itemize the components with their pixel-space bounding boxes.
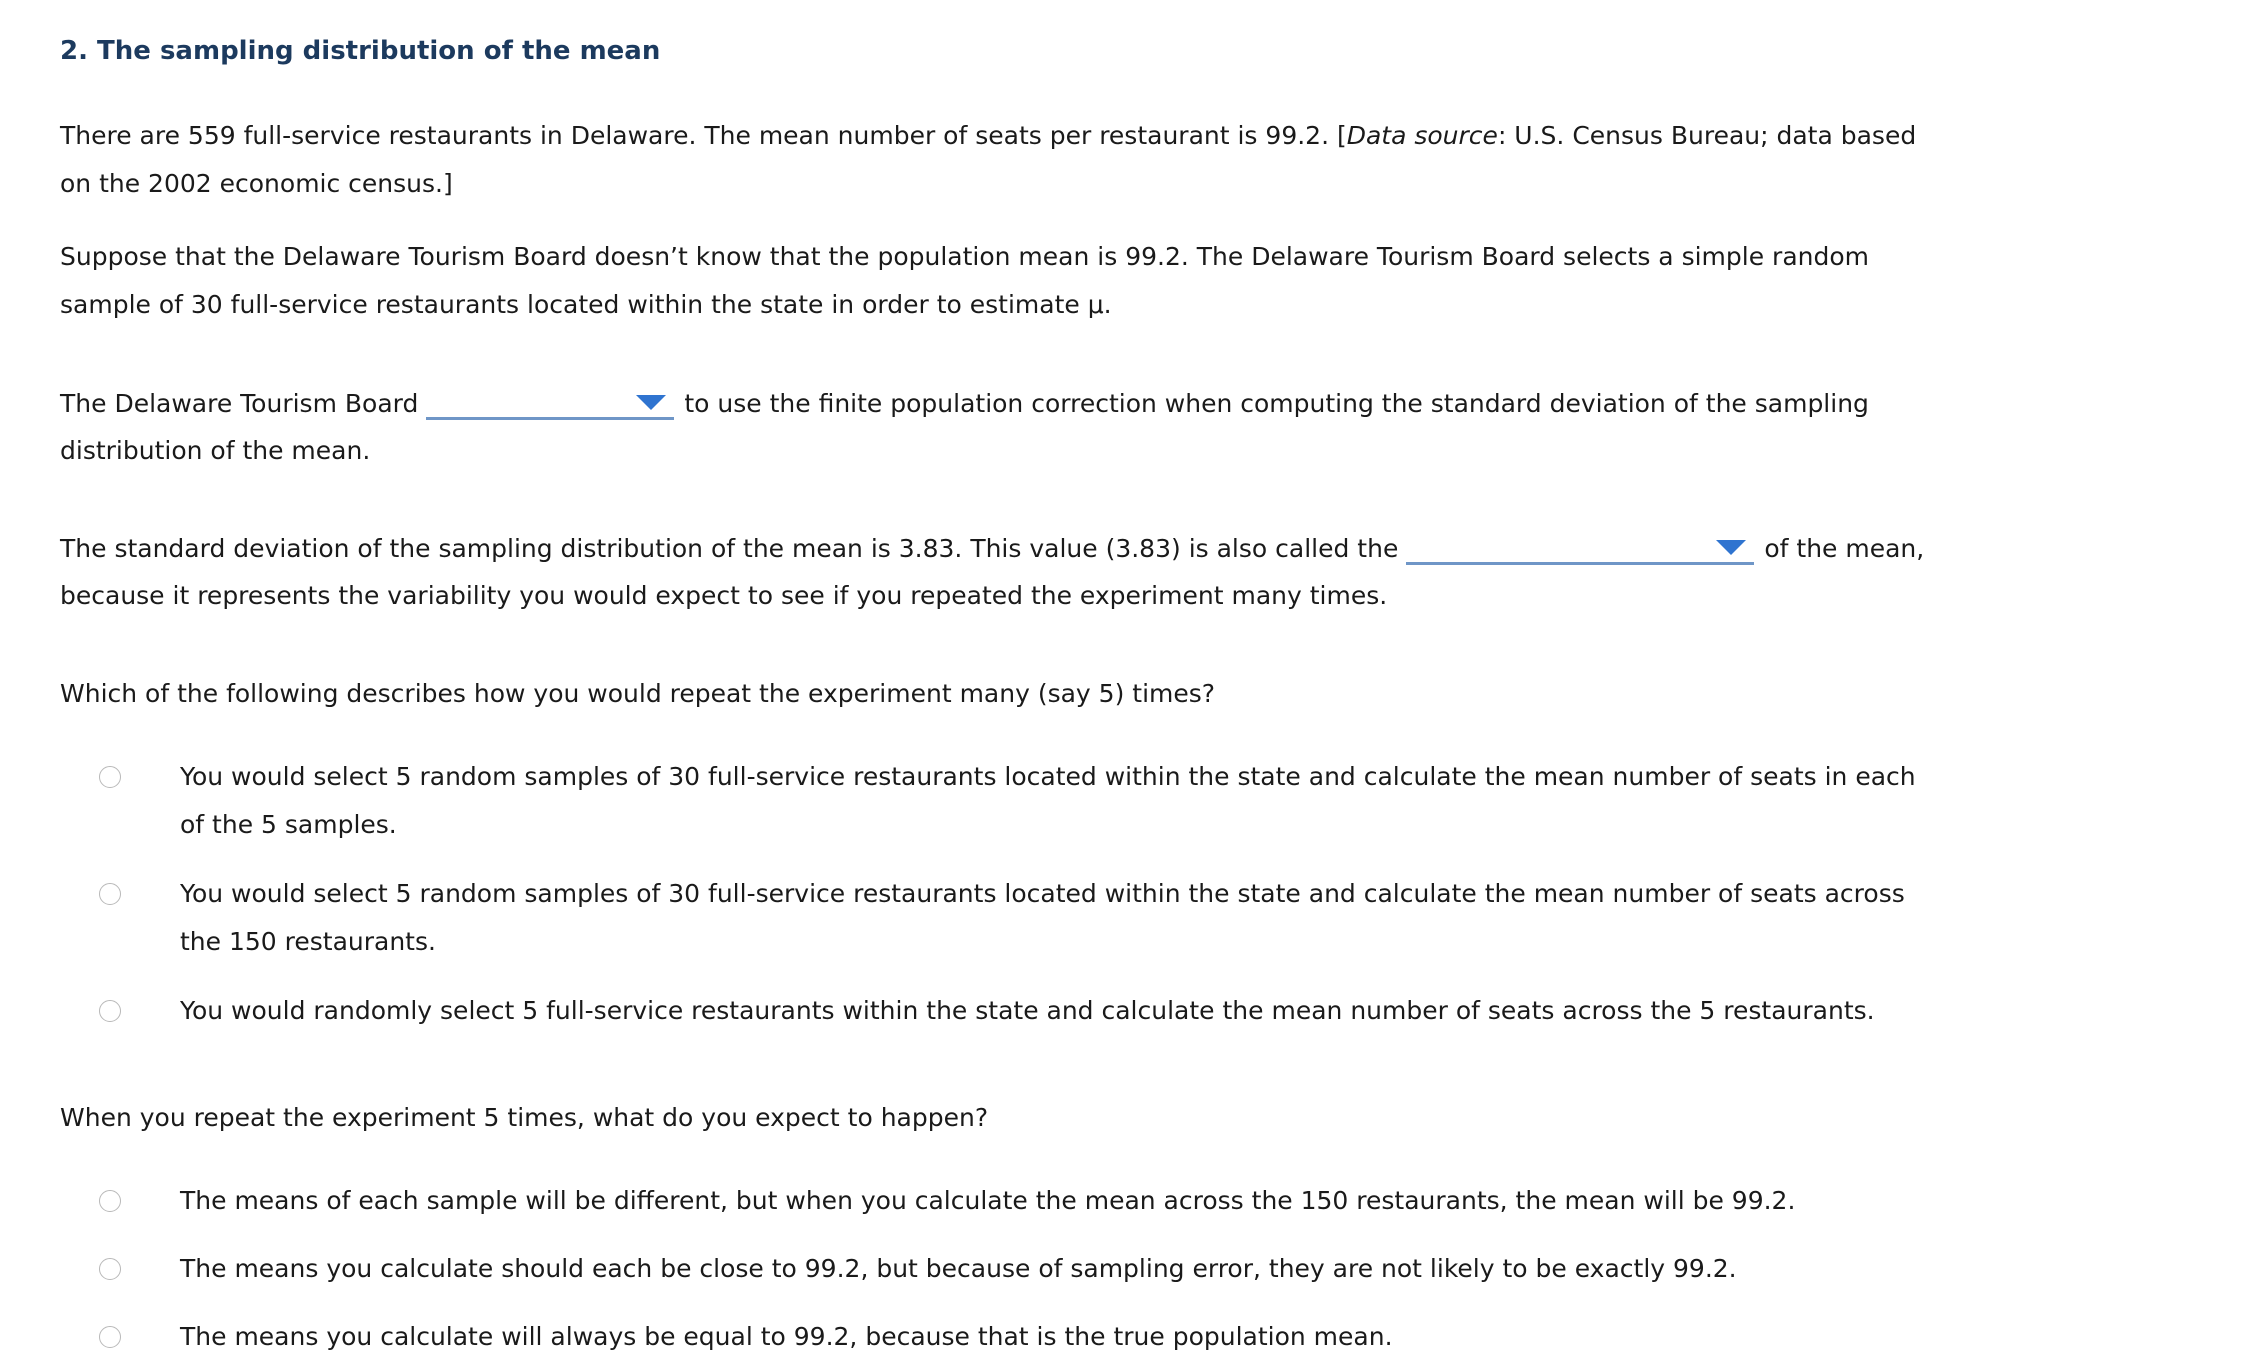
stderr-dropdown[interactable] xyxy=(1406,532,1754,565)
expect-option-1[interactable] xyxy=(140,1177,1795,1225)
expect-question-prompt xyxy=(60,1094,988,1142)
option-line-2: the 150 restaurants. xyxy=(180,927,436,956)
option-line-1: You would select 5 random samples of 30 full-service restaurants located within the state and calculate the mean number of seats across xyxy=(180,879,1905,908)
expect-option-3[interactable] xyxy=(140,1313,1393,1361)
supposition-line-2: sample of 30 full-service restaurants located within the state in order to estimate μ. xyxy=(60,290,1112,319)
option-line-1: You would select 5 random samples of 30 full-service restaurants located within the state and calculate the mean number of seats in each xyxy=(180,762,1916,791)
supposition-line-1: Suppose that the Delaware Tourism Board doesn’t know that the population mean is 99.2. The Delaware Tourism Board selects a simple random xyxy=(60,242,1869,271)
option-text xyxy=(140,1245,1737,1293)
intro-data-source: Data source xyxy=(1346,121,1498,150)
option-line-1: The means you calculate should each be close to 99.2, but because of sampling error, they are not likely to be exactly 99.2. xyxy=(180,1254,1737,1283)
repeat-option-1[interactable] xyxy=(140,753,1916,849)
intro-line-2: on the 2002 economic census.] xyxy=(60,169,453,198)
fpc-text-before: The Delaware Tourism Board xyxy=(60,389,419,418)
radio-button[interactable] xyxy=(99,1258,121,1280)
stderr-line-2: because it represents the variability you would expect to see if you repeated the experiment many times. xyxy=(60,581,1388,610)
stderr-text-before: The standard deviation of the sampling distribution of the mean is 3.83. This value (3.83) is also called the xyxy=(60,534,1399,563)
radio-button[interactable] xyxy=(99,766,121,788)
stderr-line-1 xyxy=(60,524,1924,572)
option-text xyxy=(140,753,1916,849)
expect-option-2[interactable] xyxy=(140,1245,1737,1293)
question-title: 2. The sampling distribution of the mean xyxy=(60,36,661,66)
option-text xyxy=(140,1313,1393,1361)
stderr-paragraph xyxy=(60,524,1924,620)
intro-line-1 xyxy=(60,112,1916,160)
chevron-down-icon xyxy=(636,395,666,410)
fpc-dropdown[interactable] xyxy=(426,387,674,420)
option-line-1: The means you calculate will always be equal to 99.2, because that is the true population mean. xyxy=(180,1322,1393,1351)
option-line-1: The means of each sample will be different, but when you calculate the mean across the 150 restaurants, the mean will be 99.2. xyxy=(180,1186,1796,1215)
radio-button[interactable] xyxy=(99,883,121,905)
repeat-option-3[interactable] xyxy=(140,987,1875,1035)
radio-button[interactable] xyxy=(99,1000,121,1022)
intro-text-b: : U.S. Census Bureau; data based xyxy=(1497,121,1917,150)
expect-prompt-text: When you repeat the experiment 5 times, what do you expect to happen? xyxy=(60,1103,989,1132)
intro-text-a: There are 559 full-service restaurants in Delaware. The mean number of seats per restaurant is 99.2. [ xyxy=(60,121,1347,150)
option-line-2: of the 5 samples. xyxy=(180,810,397,839)
fpc-paragraph xyxy=(60,379,1869,475)
chevron-down-icon xyxy=(1716,540,1746,555)
supposition-paragraph xyxy=(60,233,1869,329)
repeat-prompt-text: Which of the following describes how you would repeat the experiment many (say 5) times? xyxy=(60,679,1216,708)
stderr-text-after: of the mean, xyxy=(1764,534,1925,563)
option-text xyxy=(140,1177,1795,1225)
fpc-line-2: distribution of the mean. xyxy=(60,436,371,465)
option-line-1: You would randomly select 5 full-service restaurants within the state and calculate the mean number of seats across the 5 restaurants. xyxy=(180,996,1875,1025)
option-text xyxy=(140,987,1875,1035)
option-text xyxy=(140,870,1905,966)
repeat-question-prompt xyxy=(60,670,1215,718)
fpc-text-after: to use the finite population correction when computing the standard deviation of the sampling xyxy=(684,389,1869,418)
intro-paragraph xyxy=(60,112,1916,208)
fpc-line-1 xyxy=(60,379,1869,427)
repeat-option-2[interactable] xyxy=(140,870,1905,966)
radio-button[interactable] xyxy=(99,1190,121,1212)
radio-button[interactable] xyxy=(99,1326,121,1348)
